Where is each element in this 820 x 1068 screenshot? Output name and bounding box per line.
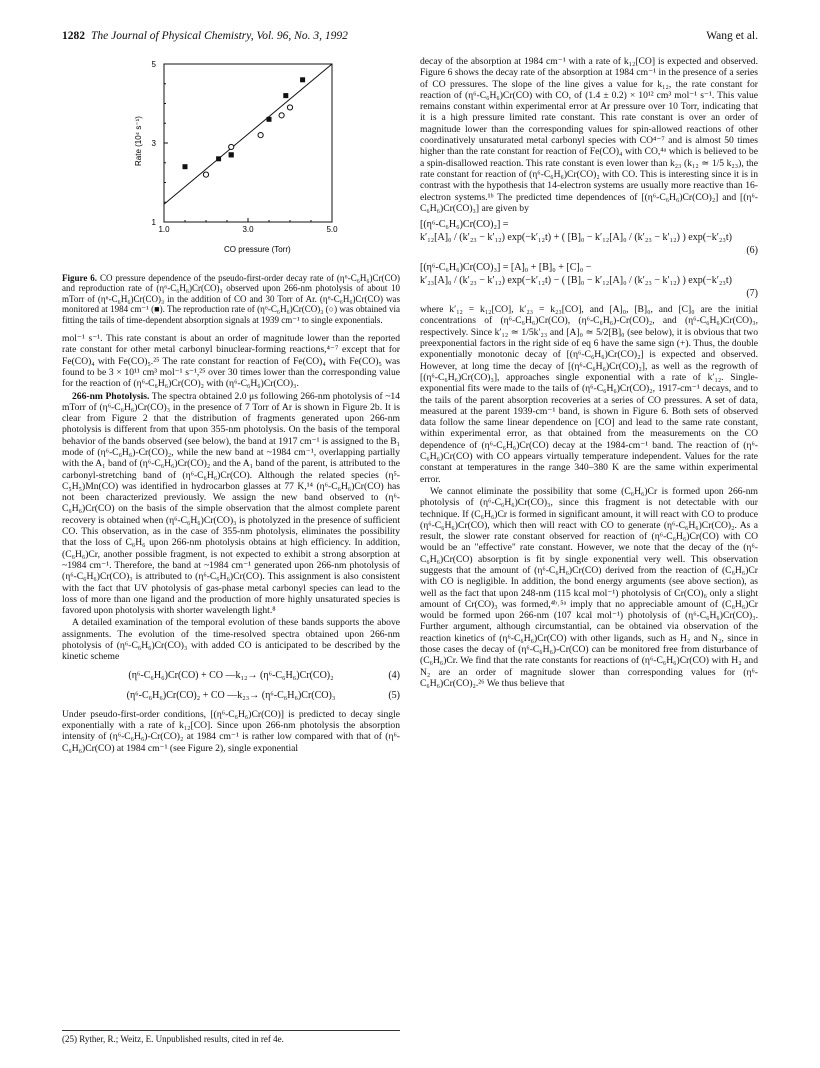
equation-4 xyxy=(62,669,400,683)
x-tick-label: 1.0 xyxy=(158,225,170,234)
data-point-filled-square xyxy=(300,77,305,82)
left-paragraph-4: Under pseudo-first-order conditions, [(η⁶-C₆H₆)Cr(CO)] is predicted to decay single exponentially with a rate of k₁₂[CO]. Since upon 266-nm photolysis the absorption intensity of (η⁶-C₆H₆)-Cr(CO)₂ at 1984 cm⁻¹ is rather low compared with that of (η⁶-C₆H₆)Cr(CO) at 1984 cm⁻¹ (see Figure 2), single exponential xyxy=(62,708,400,754)
left-paragraph-1: mol⁻¹ s⁻¹. This rate constant is about an order of magnitude lower than the reported rate constant for other metal carbonyl binuclear-forming reactions,⁴⁻⁷ except that for Fe(CO)₄ with Fe(CO)₅.²⁵ The rate constant for reaction of Fe(CO)₄ with Fe(CO)₅ was found to be 3 × 10¹¹ cm³ mol⁻¹ s⁻¹,²⁵ over 30 times lower than the corresponding value for the reaction of (η⁶-C₆H₆)Cr(CO)₂ with (η⁶-C₆H₆)Cr(CO)₃. xyxy=(62,333,400,390)
x-tick-label: 5.0 xyxy=(326,225,338,234)
section-heading-266nm: 266-nm Photolysis. xyxy=(72,390,150,402)
footnote-25: (25) Ryther, R.; Weitz, E. Unpublished results, cited in ref 4e. xyxy=(62,1030,400,1044)
y-tick-label: 3 xyxy=(151,139,156,148)
data-point-open-circle xyxy=(287,105,292,110)
equation-7 xyxy=(420,261,758,300)
header-left xyxy=(62,30,348,42)
figure-6 xyxy=(62,56,400,271)
data-point-open-circle xyxy=(258,133,263,138)
data-point-open-circle xyxy=(279,113,284,118)
left-paragraph-2-text: The spectra obtained 2.0 μs following 266-nm photolysis of ~14 mTorr of (η⁶-C₆H₆)Cr(CO)₃ in the presence of 7 Torr of Ar is shown in Figure 2b. It is clear from Figure 2 that the distribution of fragments generated upon 266-nm photolysis is different from that upon 355-nm photolysis. On the basis of the temporal behavior of the bands observed (see below), the band at 1917 cm⁻¹ is assigned to the B₁ mode of (η⁶-C₆H₆)-Cr(CO)₂, while the new band at ~1984 cm⁻¹, overlapping partially with the A₁ band of (η⁶-C₆H₆)Cr(CO)₂ and the A₁ band of the parent, is attributed to the carbonyl-stretching band of (η⁶-C₆H₆)Cr(CO). Although the related species (η⁵-C₅H₅)Mn(CO) was identified in hydrocarbon glasses at 77 K,¹⁴ (η⁶-C₆H₆)Cr(CO) has not been characterized previously. We assign the new band observed to (η⁶-C₆H₆)Cr(CO) on the basis of the simple observation that the almost complete parent recovery is obtained when (η⁶-C₆H₆)Cr(CO)₃ is photolyzed in the presence of sufficient CO. This observation, as in the case of 355-nm photolysis, eliminates the possibility that the loss of C₆H₆ upon 266-nm photolysis obtains at high efficiency. In addition, (C₆H₆)Cr, another possible fragment, is not expected to exhibit a strong absorption at ~1984 cm⁻¹. Therefore, the band at ~1984 cm⁻¹ generated upon 266-nm photolysis of (η⁶-C₆H₆)Cr(CO)₃ is attributed to (η⁶-C₆H₆)Cr(CO). This assignment is also consistent with the fact that UV photolysis of gas-phase metal carbonyl species can lead to the loss of more than one ligand and the production of more highly unsaturated species is favored upon photolysis with shorter wavelength light.⁸ xyxy=(62,390,400,617)
data-point-open-circle xyxy=(203,172,208,177)
equation-4-number: (4) xyxy=(388,669,400,681)
x-axis-title: CO pressure (Torr) xyxy=(224,245,291,254)
plot-frame xyxy=(164,64,332,222)
data-point-filled-square xyxy=(183,164,188,169)
running-header xyxy=(62,30,758,46)
equation-6 xyxy=(420,218,758,257)
equation-5-number: (5) xyxy=(388,689,400,701)
fit-line xyxy=(164,64,332,204)
y-tick-label: 5 xyxy=(151,60,156,69)
equation-4-text: (η⁶-C₆H₆)Cr(CO) + CO —k₁₂→ (η⁶-C₆H₆)Cr(CO)₂ xyxy=(128,669,334,681)
data-point-filled-square xyxy=(267,117,272,122)
figure-label: Figure 6. xyxy=(62,273,98,283)
equation-7-lhs: [(η⁶-C₆H₆)Cr(CO)₃] = [A]₀ + [B]₀ + [C]₀ − xyxy=(420,262,592,274)
left-column xyxy=(62,56,400,755)
equation-5-text: (η⁶-C₆H₆)Cr(CO)₂ + CO —k₂₃→ (η⁶-C₆H₆)Cr(CO)₃ xyxy=(126,689,336,701)
data-point-open-circle xyxy=(229,144,234,149)
left-paragraph-3: A detailed examination of the temporal evolution of these bands supports the above assignments. The evolution of the time-resolved spectra obtained upon 266-nm photolysis of (η⁶-C₆H₆)Cr(CO)₃ with added CO is anticipated to be described by the kinetic scheme xyxy=(62,617,400,663)
equation-6-rhs: k′₁₂[A]₀ / (k′₂₃ − k′₁₂) exp(−k′₁₂t) + ( [B]₀ − k′₁₂[A]₀ / (k′₂₃ − k′₁₂) ) exp(−k′₂₃t) xyxy=(420,232,732,244)
right-column xyxy=(420,56,758,690)
equation-6-lhs: [(η⁶-C₆H₆)Cr(CO)₂] = xyxy=(420,219,509,231)
figure-6-chart xyxy=(62,56,400,271)
figure-6-caption xyxy=(62,273,400,325)
equation-7-rhs: k′₂₃[A]₀ / (k′₂₃ − k′₁₂) exp(−k′₁₂t) − ( [B]₀ − k′₁₂[A]₀ / (k′₂₃ − k′₁₂) ) exp(−k′₂₃t) xyxy=(420,275,732,287)
right-paragraph-3: We cannot eliminate the possibility that some (C₆H₆)Cr is formed upon 266-nm photolysis of (η⁶-C₆H₆)Cr(CO)₃, since this fragment is not detectable with our technique. If (C₆H₆)Cr is formed in significant amount, it will react with CO to produce (η⁶-C₆H₆)Cr(CO), which then will react with CO to generate (η⁶-C₆H₆)Cr(CO)₂. As a result, the slower rate constant observed for reaction of (η⁶-C₆H₆)Cr(CO) with CO would be an "effective" rate constant. However, we note that the decay of the (η⁶-C₆H₆)Cr(CO) absorption is fit by single exponential very well. This observation suggests that the amount of (η⁶-C₆H₆)Cr(CO) derived from the reaction of (C₆H₆)Cr with CO is negligible. In addition, the bond energy arguments (see above section), as well as the fact that upon 248-nm (115 kcal mol⁻¹) photolysis of Cr(CO)₆ only a slight amount of Cr(CO)₃ was formed,⁴ᵇ˒⁵ᵃ imply that no appreciable amount of (C₆H₆)Cr would be formed upon 266-nm (107 kcal mol⁻¹) photolysis of (η⁶-C₆H₆)Cr(CO)₃. Further argument, although circumstantial, can be obtained via observation of the reaction kinetics of (η⁶-C₆H₆)Cr(CO) with other ligands, such as H₂ and N₂, since in those cases the decay of (η⁶-C₆H₆)-Cr(CO) can be monitored free from disturbance of (C₆H₆)Cr. We find that the rate constants for reactions of (η⁶-C₆H₆)Cr(CO) with H₂ and N₂ are an order of magnitude slower than corresponding values for (η⁶-C₆H₆)Cr(CO)₂.²⁶ We thus believe that xyxy=(420,485,758,689)
journal-citation: The Journal of Physical Chemistry, Vol. 96, No. 3, 1992 xyxy=(91,30,348,42)
y-tick-label: 1 xyxy=(151,218,156,227)
data-point-filled-square xyxy=(229,152,234,157)
left-paragraph-2 xyxy=(62,391,400,617)
right-paragraph-2: where k′₁₂ = k₁₂[CO], k′₂₃ = k₂₃[CO], and [A]₀, [B]₀, and [C]₀ are the initial concentrations of (η⁶-C₆H₆)Cr(CO), (η⁶-C₆H₆)-Cr(CO)₂, and (η⁶-C₆H₆)Cr(CO)₃, respectively. Since k′₁₂ ≃ 1/5k′₂₃ and [A]₀ ≃ 5/2[B]₀ (see below), it is obvious that two preexponential factors in the right side of eq 6 have the same sign (+). Thus, the double exponentially monotonic decay of [(η⁶-C₆H₆)Cr(CO)₂] is expected and observed. However, at long time the decay of [(η⁶-C₆H₆)Cr(CO)₂], as well as the regrowth of [(η⁶-C₆H₆)Cr(CO)₃], approaches single exponential with a rate of k′₁₂. Single-exponential fits were made to the tails of (η⁶-C₆H₆)Cr(CO)₂, 1917-cm⁻¹ decays, and to the tails of the parent absorption recoveries at a series of CO pressures. A set of data, measured at the parent 1939-cm⁻¹ band, is shown in Figure 6. Both sets of observed data follow the same linear dependence on [CO] and lead to the same rate constant, within experimental error, as that obtained from the measurements on the CO dependence of (η⁶-C₆H₆)Cr(CO) decay at the 1984-cm⁻¹ band. The reaction of (η⁶-C₆H₆)Cr(CO) with CO appears virtually temperature independent. Values for the rate constant at temperatures in the range 340–380 K are the same within experimental error. xyxy=(420,304,758,485)
right-paragraph-1: decay of the absorption at 1984 cm⁻¹ with a rate of k₁₂[CO] is expected and observed. Figure 6 shows the decay rate of the absorption at 1984 cm⁻¹ in the presence of a series of CO pressures. The slope of the line gives a value for k₁₂, the rate constant for reaction of (η⁶-C₆H₆)Cr(CO) with CO, of (1.4 ± 0.2) × 10¹² cm³ mol⁻¹ s⁻¹. This value remains constant within experimental error at Ar pressure over 10 Torr, indicating that it is a high pressure limited rate constant. This rate constant is over an order of magnitude lower than the corresponding values for spin-allowed reactions of other coordinatively unsaturated metal carbonyl species with CO⁴⁻⁷ and is almost 50 times higher than the rate constant for reaction of Fe(CO)₄ with CO,⁴ᵃ which is believed to be a spin-disallowed reaction. This rate constant is even lower than k₂₃ (k₁₂ ≃ 1/5 k₂₃), the rate constant for reaction of (η⁶-C₆H₆)Cr(CO)₂ with CO. This is interesting since it is in contrast with the hypothesis that 14-electron systems are usually more reactive than 16-electron systems.¹ᵇ The predicted time dependences of [(η⁶-C₆H₆)Cr(CO)₂] and [(η⁶-C₆H₆)Cr(CO)₃] are given by xyxy=(420,56,758,214)
equation-6-number: (6) xyxy=(746,245,758,257)
data-point-filled-square xyxy=(216,156,221,161)
equation-5 xyxy=(62,689,400,703)
equation-7-number: (7) xyxy=(746,288,758,300)
header-authors: Wang et al. xyxy=(706,30,758,42)
y-axis-title: Rate (10⁴ s⁻¹) xyxy=(134,116,143,166)
page-number: 1282 xyxy=(62,30,85,42)
figure-caption-text: CO pressure dependence of the pseudo-first-order decay rate of (η⁶-C₆H₆)Cr(CO) and reproduction rate of (η⁶-C₆H₆)Cr(CO)₃ observed upon 266-nm photolysis of about 10 mTorr of (η⁶-C₆H₆)Cr(CO)₃ in the addition of CO and 30 Torr of Ar. (η⁶-C₆H₆)Cr(CO) was monitored at 1984 cm⁻¹ (■). The reproduction rate of (η⁶-C₆H₆)Cr(CO)₃ (○) was obtained via fitting the tails of time-dependent absorption signals at 1939 cm⁻¹ to single exponentials. xyxy=(62,273,400,325)
data-point-filled-square xyxy=(283,93,288,98)
x-tick-label: 3.0 xyxy=(242,225,254,234)
